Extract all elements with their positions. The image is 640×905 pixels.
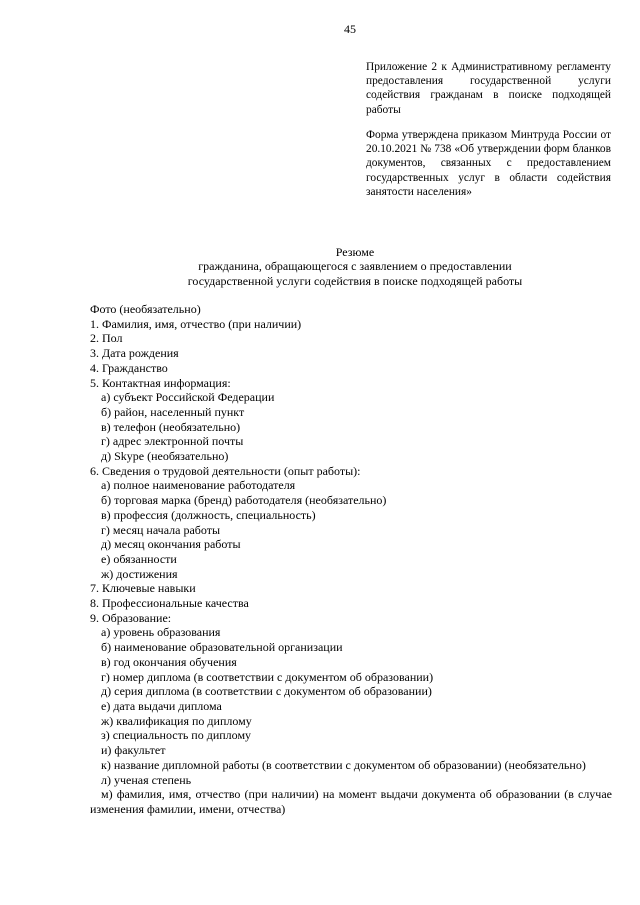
approval-note: Форма утверждена приказом Минтруда России от 20.10.2021 № 738 «Об утверждении форм бланков документов, связанных с предоставлением государственных услуг в области содействия занятости населения»: [366, 129, 611, 198]
list-item: б) торговая марка (бренд) работодателя (необязательно): [101, 493, 387, 508]
list-item: г) адрес электронной почты: [101, 434, 244, 449]
list-item: д) месяц окончания работы: [101, 537, 241, 552]
list-item: и) факультет: [101, 743, 166, 758]
list-item: 2. Пол: [90, 331, 123, 346]
list-item: д) серия диплома (в соответствии с документом об образовании): [101, 684, 432, 699]
list-item: г) номер диплома (в соответствии с документом об образовании): [101, 669, 434, 684]
list-item: в) телефон (необязательно): [101, 419, 241, 434]
list-item: м) фамилия, имя, отчество (при наличии) на момент выдачи документа об образовании (в случае изменения фамилии, имени, отчества): [90, 787, 612, 816]
list-item: 3. Дата рождения: [90, 346, 179, 361]
list-item: в) год окончания обучения: [101, 654, 237, 669]
list-item: д) Skype (необязательно): [101, 449, 229, 464]
list-item: б) наименование образовательной организации: [101, 640, 343, 655]
list-item: 9. Образование:: [90, 610, 172, 625]
list-item: ж) квалификация по диплому: [101, 713, 252, 728]
page-number: 45: [344, 22, 356, 36]
list-item: к) название дипломной работы (в соответствии с документом об образовании) (необязательно): [101, 757, 586, 772]
list-item: а) субъект Российской Федерации: [101, 390, 275, 405]
list-item: б) район, населенный пункт: [101, 404, 245, 419]
appendix-note: Приложение 2 к Административному регламенту предоставления государственной услуги содействия гражданам в поиске подходящей работы: [366, 61, 611, 116]
resume-fields: [90, 302, 612, 817]
list-item: е) обязанности: [101, 551, 177, 566]
list-item: 8. Профессиональные качества: [90, 596, 249, 611]
list-item: в) профессия (должность, специальность): [101, 507, 316, 522]
document-title: Резюме: [335, 245, 375, 259]
list-item: а) уровень образования: [101, 625, 221, 640]
list-item: 6. Сведения о трудовой деятельности (опыт работы):: [90, 463, 361, 478]
list-item: е) дата выдачи диплома: [101, 698, 222, 713]
list-item: 1. Фамилия, имя, отчество (при наличии): [90, 316, 302, 331]
list-item: ж) достижения: [101, 566, 178, 581]
list-item: 7. Ключевые навыки: [90, 581, 196, 596]
subtitle-line: гражданина, обращающегося с заявлением о предоставлении: [198, 259, 512, 273]
list-item: г) месяц начала работы: [101, 522, 221, 537]
list-item: 5. Контактная информация:: [90, 375, 231, 390]
list-item: 4. Гражданство: [90, 360, 168, 375]
list-item: а) полное наименование работодателя: [101, 478, 296, 493]
list-item: л) ученая степень: [101, 772, 192, 787]
document-subtitle: [90, 259, 620, 289]
list-item: Фото (необязательно): [90, 302, 201, 316]
subtitle-line: государственной услуги содействия в поиске подходящей работы: [187, 274, 523, 288]
list-item: з) специальность по диплому: [101, 728, 252, 743]
